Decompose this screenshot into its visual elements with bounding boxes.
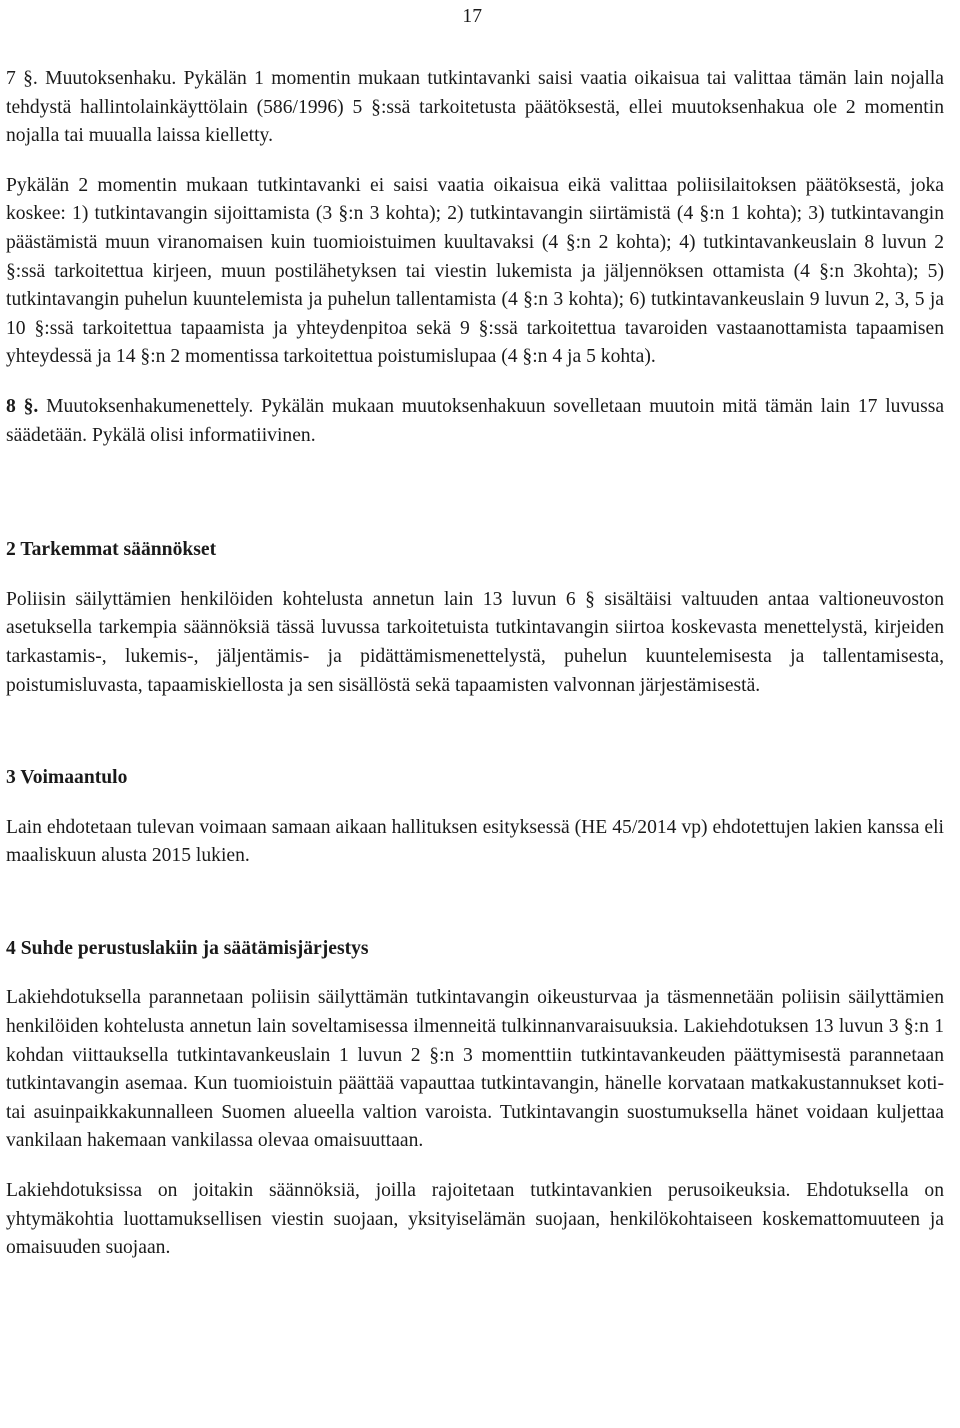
section-7-paragraph-2: Pykälän 2 momentin mukaan tutkintavanki ei saisi vaatia oikaisua eikä valittaa poliisilaitoksen päätöksestä, joka koskee: 1) tutkintavangin sijoittamista (3 §:n 3 kohta); 2) tutkintavangin siirtämistä (4 §:n 1 kohta); 3) tutkintavangin päästämistä muun viranomaisen kuin tuomioistuimen kuultavaksi (4 §:n 2 kohta); 4) tutkintavankeuslain 8 luvun 2 §:ssä tarkoitettua kirjeen, muun postilähetyksen tai viestin lukemista ja jäljennöksen ottamista (4 §:n 3kohta); 5) tutkintavangin puhelun kuuntelemista ja puhelun tallentamista (4 §:n 3 kohta); 6) tutkintavankeuslain 9 luvun 2, 3, 5 ja 10 §:ssä tarkoitettua tapaamista ja yhteydenpitoa sekä 9 §:ssä tarkoitettua tavaroiden vastaanottamista tapaamisen yhteydessä ja 14 §:n 2 momentissa tarkoitettua poistumislupaa (4 §:n 4 ja 5 kohta). — [6, 174, 944, 368]
section-8-text: Pykälän mukaan muutoksenhakuun sovelletaan muutoin mitä tämän lain 17 luvussa säädetään. Pykälä olisi informatiivinen. — [6, 395, 945, 446]
paragraph-suhde-perustuslakiin-2: Lakiehdotuksissa on joitakin säännöksiä, joilla rajoitetaan tutkintavankien perusoikeuksia. Ehdotuksella on yhtymäkohtia luottamuksellisen viestin suojaan, yksityiselämän suojaan, henkilökohtaiseen koskemattomuuteen ja omaisuuden suojaan. — [6, 1180, 944, 1259]
paragraph-suhde-perustuslakiin-1: Lakiehdotuksella parannetaan poliisin säilyttämän tutkintavangin oikeusturvaa ja täsmennetään poliisin säilyttämien henkilöiden kohtelusta annetun lain soveltamisessa ilmenneitä tulkinnanvaraisuuksia. Lakiehdotuksen 13 luvun 3 §:n 1 kohdan viittauksella tutkintavankeuslain 1 luvun 2 §:n 3 momenttiin tutkintavankeuden päättymisestä parannetaan tutkintavangin asemaa. Kun tuomioistuin päättää vapauttaa tutkintavangin, hänelle korvataan matkakustannukset koti- tai asuinpaikkakunnalleen Suomen alueella valtion varoista. Tutkintavangin suostumuksella hänet voidaan kuljettaa vankilaan hakemaan vankilassa olevaa omaisuuttaan. — [6, 987, 944, 1152]
page-number: 17 — [462, 6, 482, 27]
section-8-title: Muutoksenhakumenettely. — [46, 395, 254, 417]
paragraph-voimaantulo: Lain ehdotetaan tulevan voimaan samaan aikaan hallituksen esityksessä (HE 45/2014 vp) ehdotettujen lakien kanssa eli maaliskuun alusta 2015 lukien. — [6, 816, 944, 867]
heading-suhde-perustuslakiin: 4 Suhde perustuslakiin ja säätämisjärjestys — [6, 937, 369, 959]
section-8-paragraph — [6, 393, 944, 450]
section-symbol: §. — [23, 68, 38, 89]
document-body — [6, 65, 944, 1263]
heading-tarkemmat-saannokset: 2 Tarkemmat säännökset — [6, 539, 217, 561]
section-8-number: 8 — [6, 395, 16, 417]
section-7-paragraph-1 — [6, 65, 944, 151]
heading-voimaantulo: 3 Voimaantulo — [6, 767, 128, 789]
section-7-text-1: Pykälän 1 momentin mukaan tutkintavanki saisi vaatia oikaisua tai valittaa tämän lain nojalla tehdystä hallintolainkäyttölain (586/1996) 5 §:ssä tarkoitetusta päätöksestä, ellei muutoksenhakua ole 2 momentin nojalla tai muualla laissa kielletty. — [6, 68, 944, 147]
section-symbol: §. — [23, 395, 39, 417]
section-7-number: 7 — [6, 68, 16, 89]
paragraph-tarkemmat-saannokset: Poliisin säilyttämien henkilöiden kohtelusta annetun lain 13 luvun 6 § sisältäisi valtuuden antaa valtioneuvoston asetuksella tarkempia säännöksiä tässä luvussa tarkoitetuista tutkintavangin siirtoa koskevasta menettelystä, kirjeiden tarkastamis-, lukemis-, jäljentämis- ja pidättämismenettelystä, puhelun kuuntelemisesta ja tallentamisesta, poistumisluvasta, tapaamiskiellosta ja sen sisällöstä sekä tapaamisten valvonnan järjestämisestä. — [6, 588, 944, 696]
section-7-title: Muutoksenhaku. — [45, 68, 177, 89]
